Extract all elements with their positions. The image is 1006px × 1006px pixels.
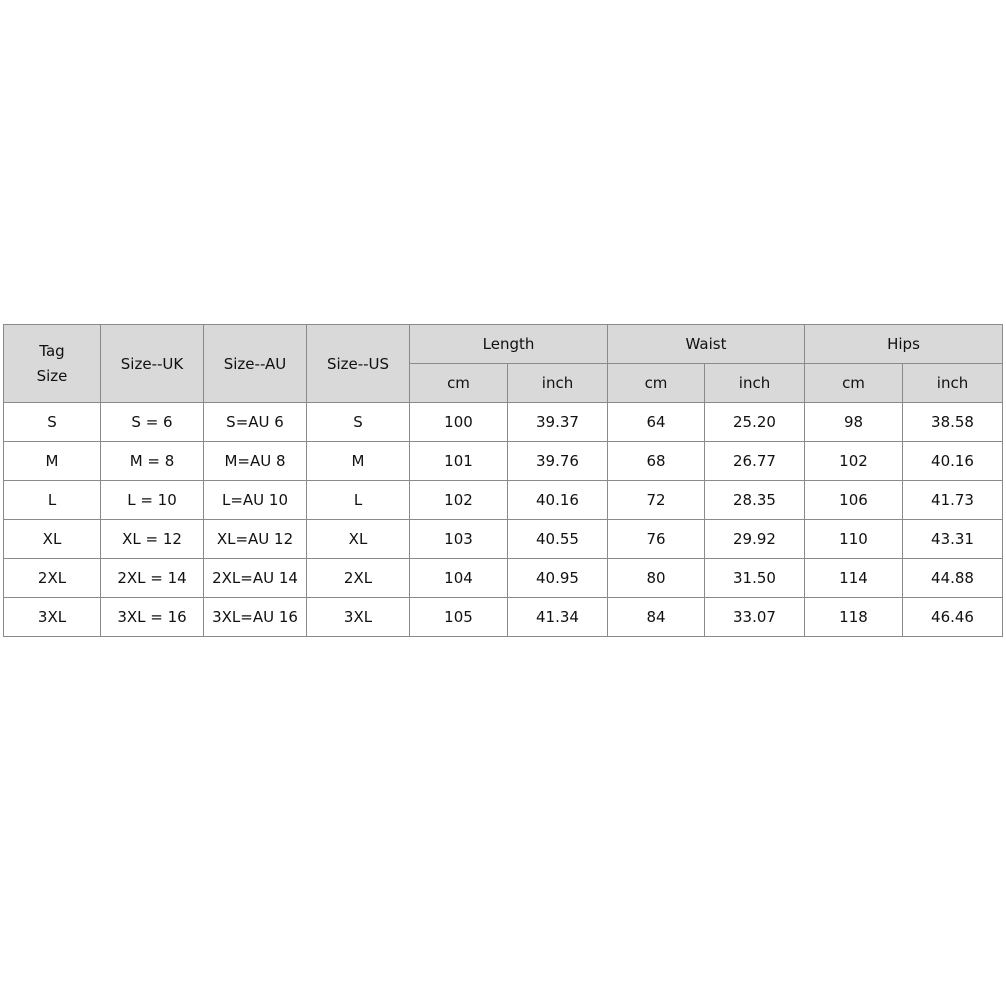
header-unit-length-inch: inch	[508, 364, 608, 403]
header-tag-size-line2: Size	[36, 366, 68, 385]
cell-size-uk: XL = 12	[101, 520, 204, 559]
header-row-top	[4, 325, 1003, 364]
cell-length-inch: 40.95	[508, 559, 608, 598]
cell-length-cm: 104	[410, 559, 508, 598]
cell-hips-inch: 41.73	[903, 481, 1003, 520]
cell-waist-cm: 72	[608, 481, 705, 520]
header-size-au: Size--AU	[204, 325, 307, 403]
header-tag-size	[4, 325, 101, 403]
cell-waist-inch: 33.07	[705, 598, 805, 637]
header-unit-hips-inch: inch	[903, 364, 1003, 403]
cell-size-us: 2XL	[307, 559, 410, 598]
cell-size-us: M	[307, 442, 410, 481]
cell-waist-cm: 68	[608, 442, 705, 481]
cell-tag-size: 2XL	[4, 559, 101, 598]
table-row	[4, 559, 1003, 598]
cell-size-au: XL=AU 12	[204, 520, 307, 559]
cell-length-inch: 40.16	[508, 481, 608, 520]
cell-waist-inch: 31.50	[705, 559, 805, 598]
cell-hips-inch: 40.16	[903, 442, 1003, 481]
table-row	[4, 481, 1003, 520]
cell-size-au: M=AU 8	[204, 442, 307, 481]
cell-size-au: 3XL=AU 16	[204, 598, 307, 637]
size-chart-table	[3, 324, 1003, 637]
cell-waist-inch: 26.77	[705, 442, 805, 481]
cell-size-us: 3XL	[307, 598, 410, 637]
header-length: Length	[410, 325, 608, 364]
cell-size-au: L=AU 10	[204, 481, 307, 520]
cell-hips-cm: 118	[805, 598, 903, 637]
table-row	[4, 442, 1003, 481]
table-body	[4, 403, 1003, 637]
cell-size-us: XL	[307, 520, 410, 559]
table-header	[4, 325, 1003, 403]
cell-hips-inch: 43.31	[903, 520, 1003, 559]
cell-waist-cm: 80	[608, 559, 705, 598]
cell-size-us: L	[307, 481, 410, 520]
header-tag-size-line1: Tag	[39, 341, 65, 360]
cell-waist-inch: 28.35	[705, 481, 805, 520]
header-size-us: Size--US	[307, 325, 410, 403]
cell-size-uk: 2XL = 14	[101, 559, 204, 598]
cell-waist-cm: 84	[608, 598, 705, 637]
cell-tag-size: 3XL	[4, 598, 101, 637]
cell-size-us: S	[307, 403, 410, 442]
cell-hips-inch: 44.88	[903, 559, 1003, 598]
cell-hips-inch: 46.46	[903, 598, 1003, 637]
cell-length-cm: 105	[410, 598, 508, 637]
cell-hips-cm: 114	[805, 559, 903, 598]
cell-length-cm: 101	[410, 442, 508, 481]
header-hips: Hips	[805, 325, 1003, 364]
cell-tag-size: XL	[4, 520, 101, 559]
table-row	[4, 520, 1003, 559]
cell-hips-inch: 38.58	[903, 403, 1003, 442]
cell-size-uk: L = 10	[101, 481, 204, 520]
cell-tag-size: M	[4, 442, 101, 481]
cell-length-inch: 41.34	[508, 598, 608, 637]
cell-hips-cm: 110	[805, 520, 903, 559]
cell-hips-cm: 106	[805, 481, 903, 520]
cell-hips-cm: 98	[805, 403, 903, 442]
cell-size-au: 2XL=AU 14	[204, 559, 307, 598]
cell-waist-inch: 29.92	[705, 520, 805, 559]
cell-waist-inch: 25.20	[705, 403, 805, 442]
cell-length-cm: 103	[410, 520, 508, 559]
header-size-uk: Size--UK	[101, 325, 204, 403]
cell-tag-size: S	[4, 403, 101, 442]
cell-length-cm: 100	[410, 403, 508, 442]
cell-hips-cm: 102	[805, 442, 903, 481]
header-unit-waist-inch: inch	[705, 364, 805, 403]
header-unit-length-cm: cm	[410, 364, 508, 403]
cell-size-au: S=AU 6	[204, 403, 307, 442]
cell-waist-cm: 64	[608, 403, 705, 442]
cell-length-cm: 102	[410, 481, 508, 520]
cell-length-inch: 39.76	[508, 442, 608, 481]
cell-size-uk: S = 6	[101, 403, 204, 442]
header-unit-waist-cm: cm	[608, 364, 705, 403]
table-row	[4, 598, 1003, 637]
cell-size-uk: 3XL = 16	[101, 598, 204, 637]
cell-size-uk: M = 8	[101, 442, 204, 481]
cell-tag-size: L	[4, 481, 101, 520]
header-waist: Waist	[608, 325, 805, 364]
cell-length-inch: 39.37	[508, 403, 608, 442]
cell-length-inch: 40.55	[508, 520, 608, 559]
table-row	[4, 403, 1003, 442]
header-unit-hips-cm: cm	[805, 364, 903, 403]
cell-waist-cm: 76	[608, 520, 705, 559]
